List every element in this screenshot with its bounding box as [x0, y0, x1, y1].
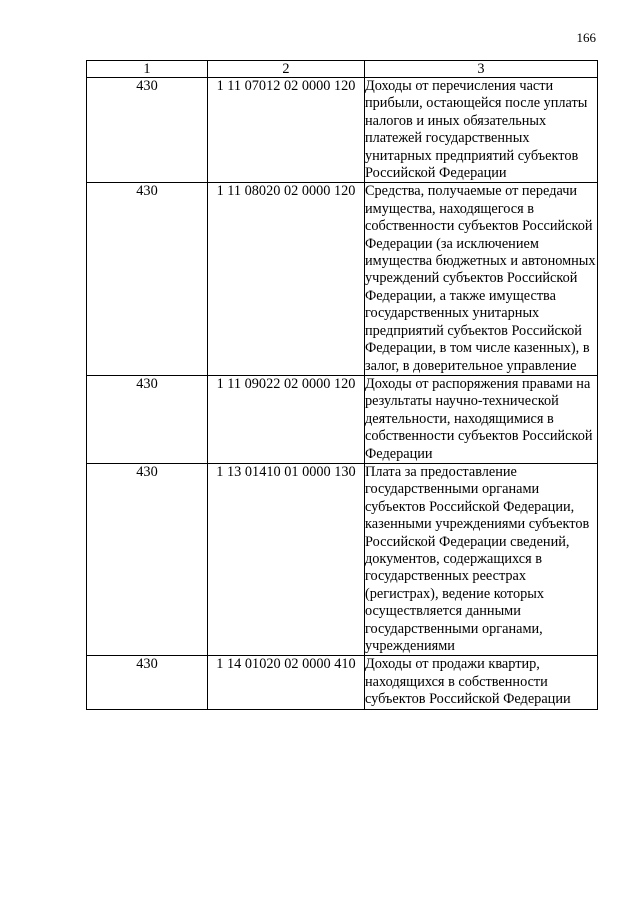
table-row	[87, 375, 598, 463]
page-number: 166	[576, 30, 596, 45]
table-header-row	[87, 61, 598, 78]
table-row	[87, 656, 598, 709]
budget-code-cell: 1 14 01020 02 0000 410	[208, 656, 365, 709]
admin-code-cell: 430	[87, 183, 208, 375]
admin-code-cell: 430	[87, 375, 208, 463]
table-row	[87, 78, 598, 183]
budget-code-cell: 1 11 09022 02 0000 120	[208, 375, 365, 463]
description-cell: Средства, получаемые от передачи имущества, находящегося в собственности субъектов Российской Федерации (за исключением имущества бюджетных и автономных учреждений субъектов Российской Федерации, а также имущества государственных унитарных предприятий субъектов Российской Федерации, в том числе казенных), в залог, в доверительное управление	[365, 183, 596, 374]
admin-code-cell: 430	[87, 78, 208, 183]
header-col-2: 2	[208, 61, 365, 78]
description-cell: Доходы от продажи квартир, находящихся в собственности субъектов Российской Федерации	[365, 656, 598, 709]
budget-code-cell: 1 11 07012 02 0000 120	[208, 78, 365, 183]
budget-code-cell: 1 13 01410 01 0000 130	[208, 463, 365, 655]
header-col-3: 3	[365, 61, 598, 78]
table-row	[87, 463, 598, 655]
revenue-codes-table	[86, 60, 598, 710]
admin-code-cell: 430	[87, 656, 208, 709]
description-cell: Плата за предоставление государственными органами субъектов Российской Федерации, казенными учреждениями субъектов Российской Федерации сведений, документов, содержащихся в государственных реестрах (регистрах), ведение которых осуществляется данными государственными органами, учреждениями	[365, 463, 598, 655]
budget-code-cell: 1 11 08020 02 0000 120	[208, 183, 365, 375]
description-cell: Доходы от распоряжения правами на результаты научно-технической деятельности, находящимися в собственности субъектов Российской Федерации	[365, 375, 598, 463]
table-row	[87, 183, 598, 375]
description-cell: Доходы от перечисления части прибыли, остающейся после уплаты налогов и иных обязательных платежей государственных унитарных предприятий субъектов Российской Федерации	[365, 78, 598, 183]
admin-code-cell: 430	[87, 463, 208, 655]
header-col-1: 1	[87, 61, 208, 78]
